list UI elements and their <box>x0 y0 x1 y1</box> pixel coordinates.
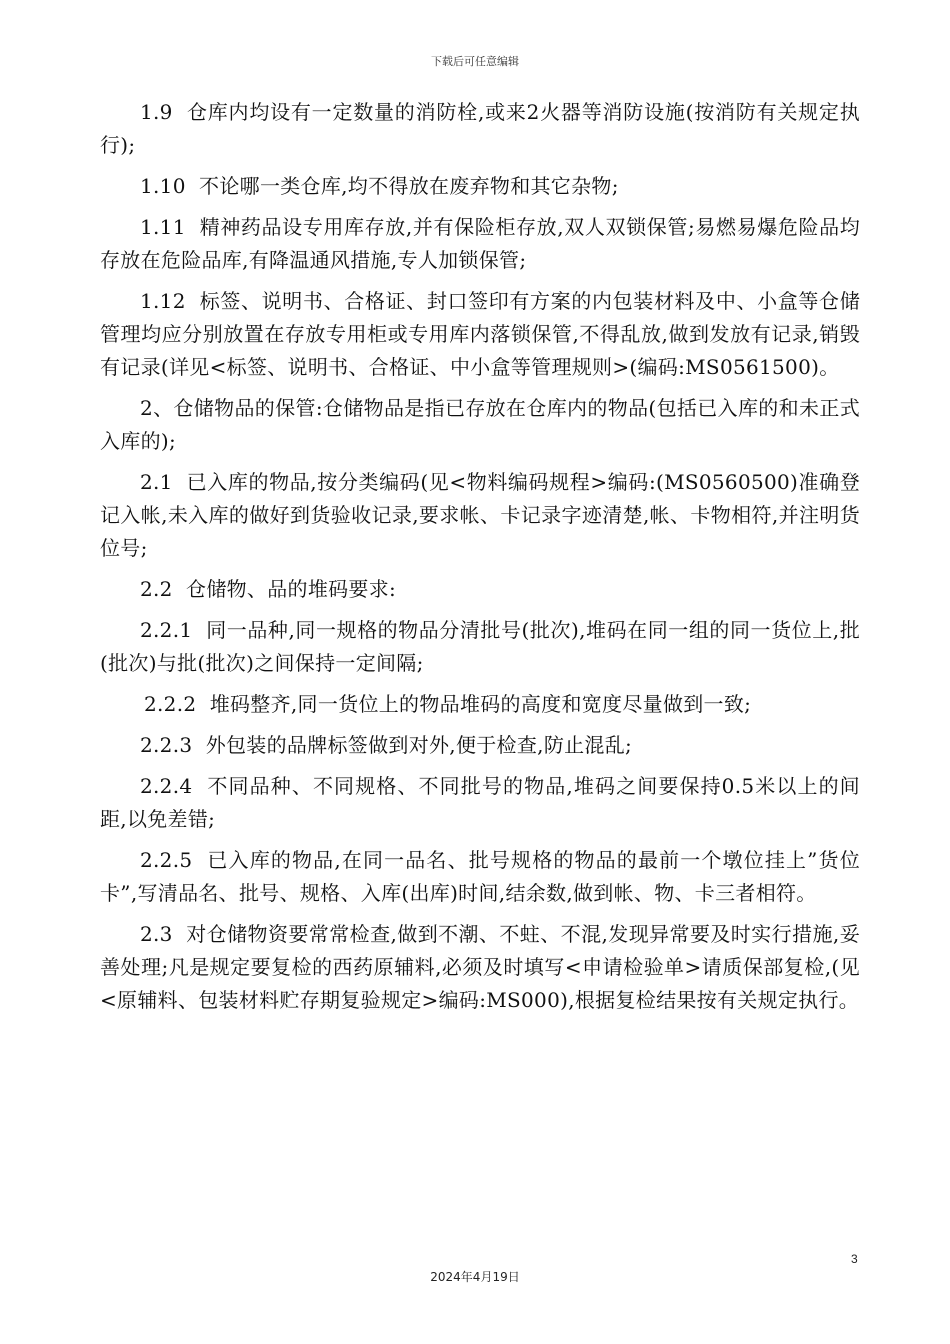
paragraph-2-2: 2.2 仓储物、品的堆码要求: <box>140 577 397 601</box>
paragraph-1-11: 1.11 精神药品设专用库存放,并有保险柜存放,双人双锁保管;易燃易爆危险品均存放在危险品库,有降温通风措施,专人加锁保管; <box>100 215 860 272</box>
paragraph-2-1: 2.1 已入库的物品,按分类编码(见<物料编码规程>编码:(MS0560500)准确登记入帐,未入库的做好到货验收记录,要求帐、卡记录字迹清楚,帐、卡物相符,并注明货位号; <box>100 470 860 560</box>
paragraph-2-2-2: 2.2.2 堆码整齐,同一货位上的物品堆码的高度和宽度尽量做到一致; <box>144 692 752 716</box>
paragraph-1-10: 1.10 不论哪一类仓库,均不得放在废弃物和其它杂物; <box>140 174 619 198</box>
page-header: 下载后可任意编辑 <box>431 55 519 68</box>
footer-date: 2024年4月19日 <box>430 1270 520 1284</box>
paragraph-1-12: 1.12 标签、说明书、合格证、封口签印有方案的内包装材料及中、小盒等仓储管理均应分别放置在存放专用柜或专用库内落锁保管,不得乱放,做到发放有记录,销毁有记录(详见<标签、说明书、合格证、中小盒等管理规则>(编码:MS0561500)。 <box>100 289 860 379</box>
paragraph-2-2-3: 2.2.3 外包装的品牌标签做到对外,便于检查,防止混乱; <box>140 733 633 757</box>
document-body <box>100 96 860 1025</box>
paragraph-2-3: 2.3 对仓储物资要常常检查,做到不潮、不蛀、不混,发现异常要及时实行措施,妥善处理;凡是规定要复检的西药原辅料,必须及时填写<申请检验单>请质保部复检,(见<原辅料、包装材料贮存期复验规定>编码:MS000),根据复检结果按有关规定执行。 <box>100 922 860 1012</box>
paragraph-1-9: 1.9 仓库内均设有一定数量的消防栓,或来2火器等消防设施(按消防有关规定执行); <box>100 100 860 157</box>
paragraph-2: 2、仓储物品的保管:仓储物品是指已存放在仓库内的物品(包括已入库的和未正式入库的); <box>100 396 860 453</box>
paragraph-2-2-1: 2.2.1 同一品种,同一规格的物品分清批号(批次),堆码在同一组的同一货位上,批(批次)与批(批次)之间保持一定间隔; <box>100 618 860 675</box>
paragraph-2-2-4: 2.2.4 不同品种、不同规格、不同批号的物品,堆码之间要保持0.5米以上的间距,以免差错; <box>100 774 860 831</box>
paragraph-2-2-5: 2.2.5 已入库的物品,在同一品名、批号规格的物品的最前一个墩位挂上”货位卡”,写清品名、批号、规格、入库(出库)时间,结余数,做到帐、物、卡三者相符。 <box>100 848 860 905</box>
page-number: 3 <box>851 1252 858 1266</box>
